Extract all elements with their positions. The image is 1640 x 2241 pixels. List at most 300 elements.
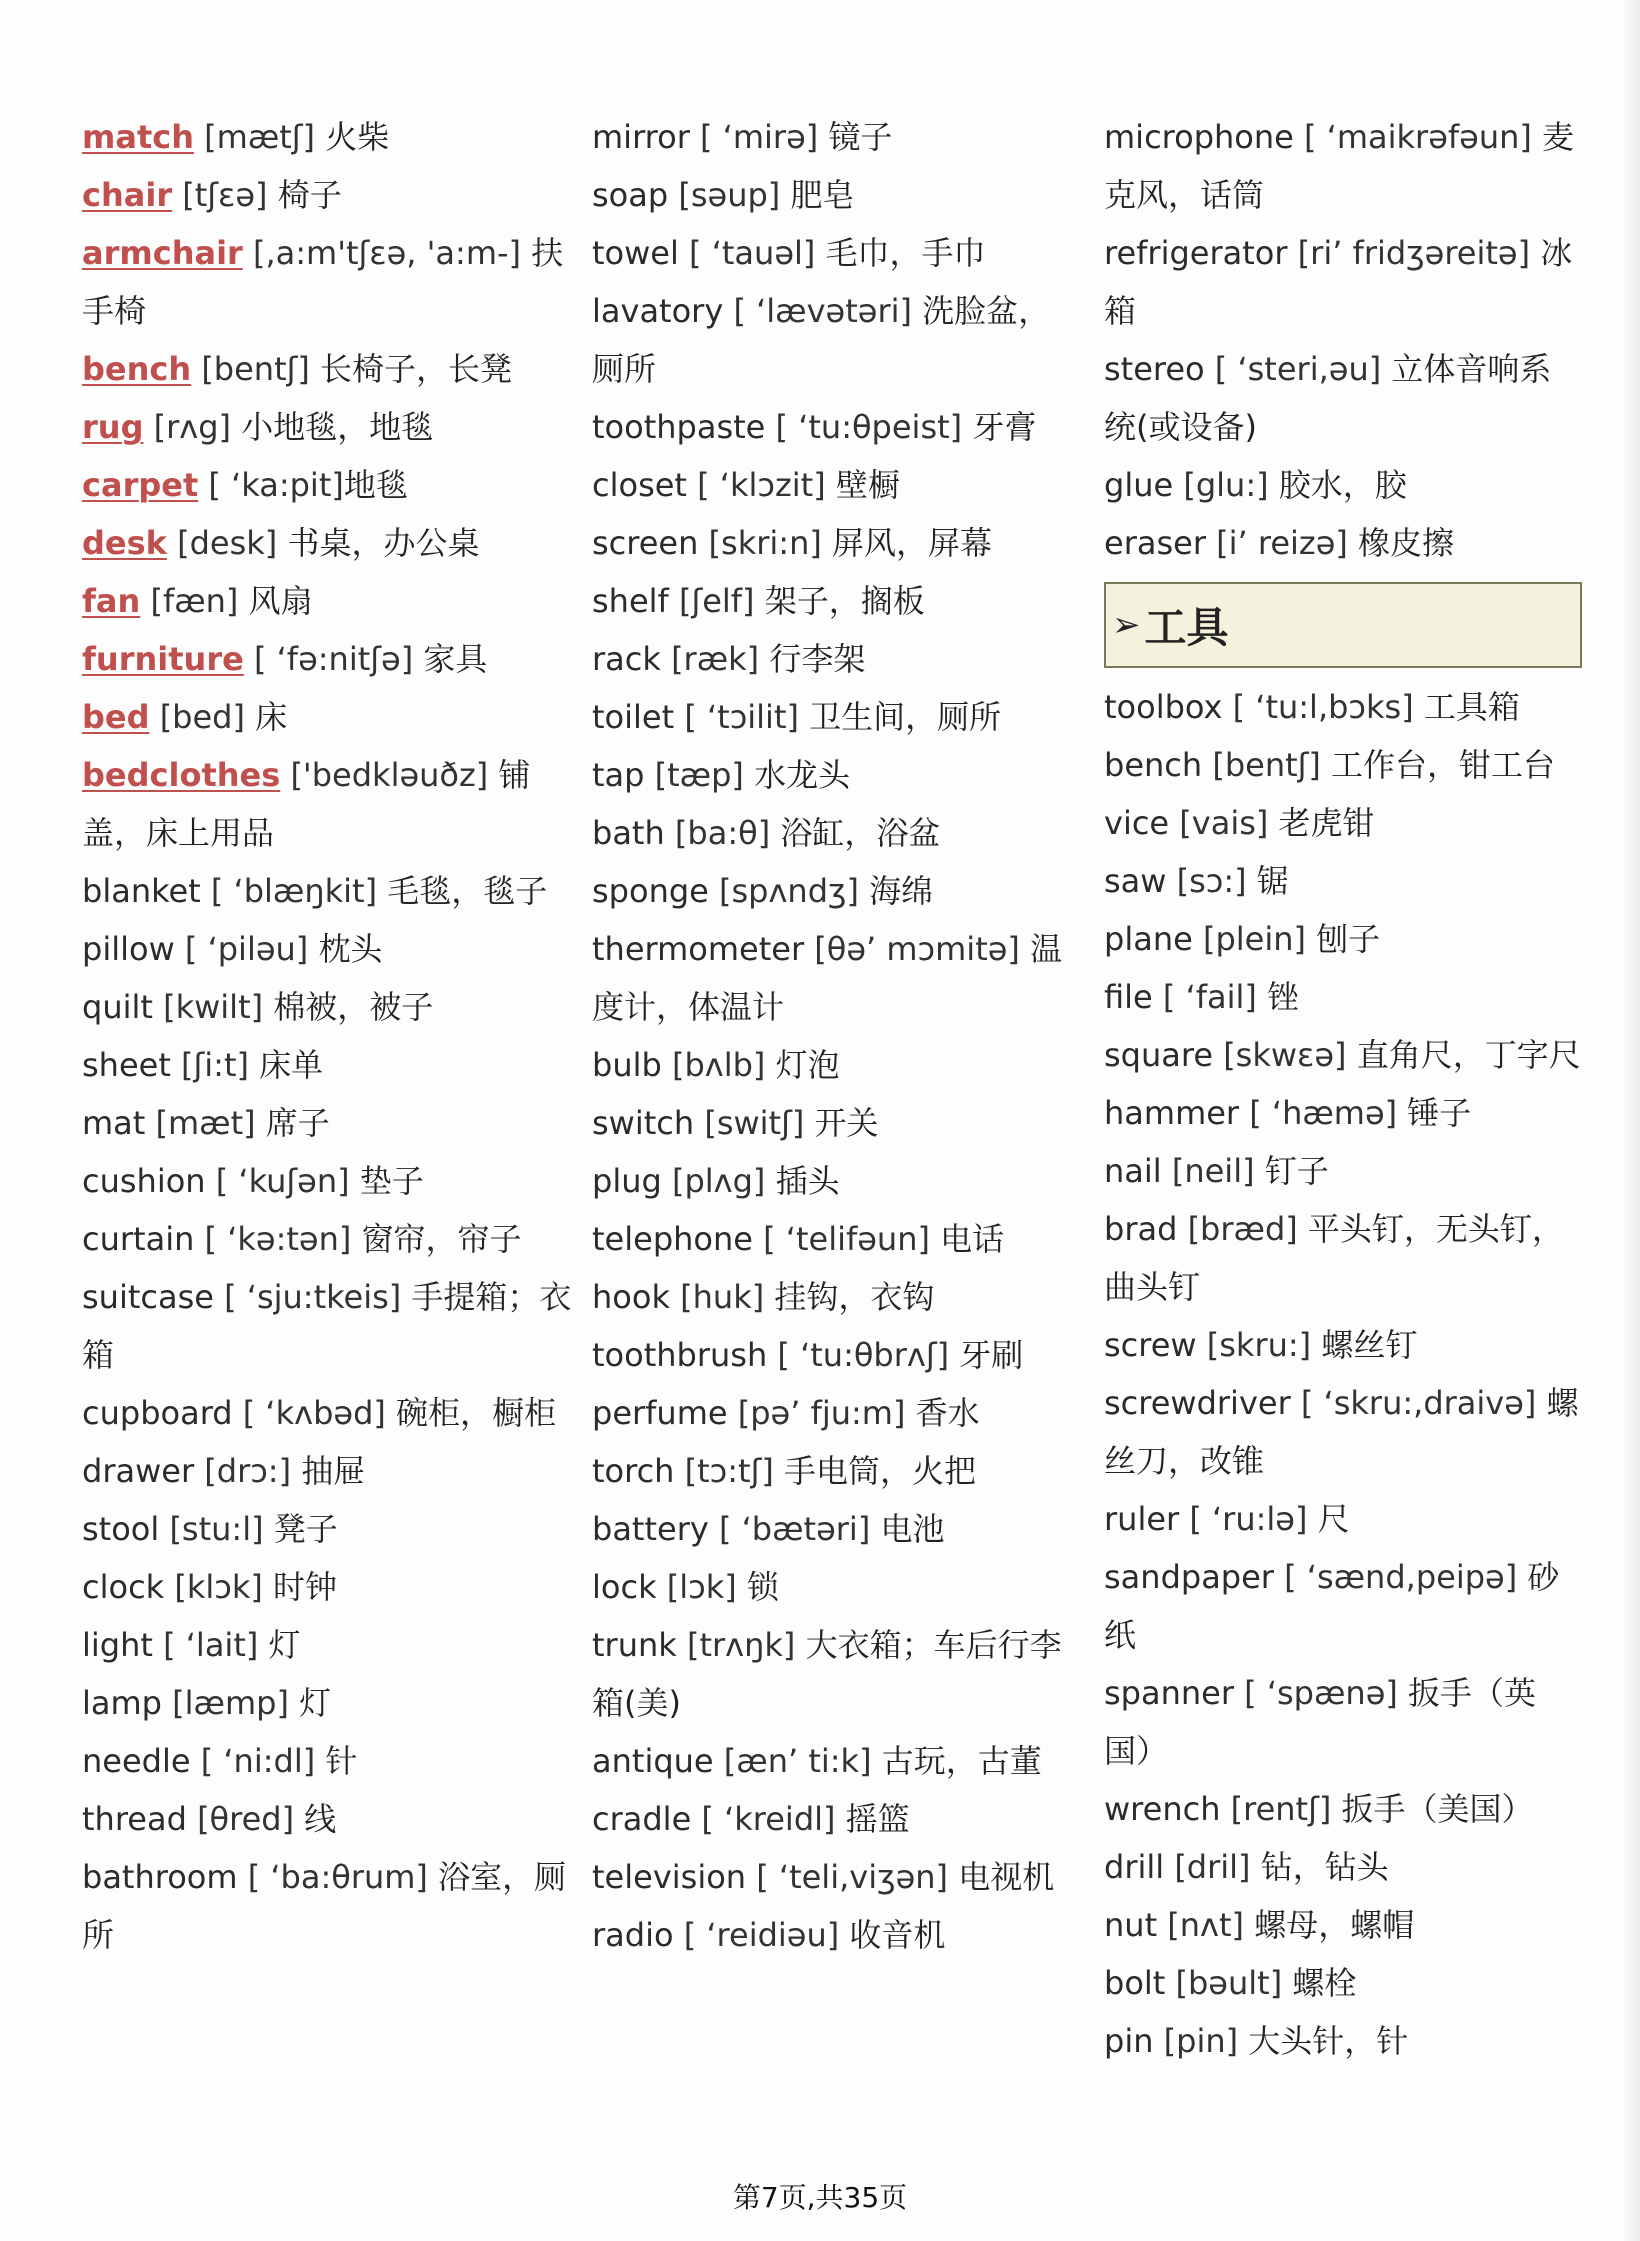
- vocab-entry: [1104, 1780, 1582, 1838]
- vocab-entry: [1104, 224, 1582, 340]
- entry-word: blanket: [82, 872, 201, 910]
- entry-meaning: 碗柜，橱柜: [396, 1394, 557, 1432]
- entry-meaning: 插头: [775, 1162, 840, 1200]
- entry-phonetic: [bed]: [149, 698, 256, 736]
- entry-meaning: 电视机: [958, 1858, 1055, 1896]
- vocab-entry: [82, 1616, 572, 1674]
- vocab-entry: [592, 1384, 1082, 1442]
- entry-meaning: 镜子: [828, 118, 893, 156]
- entry-phonetic: [bentʃ]: [191, 350, 321, 388]
- entry-word: chair: [82, 176, 173, 214]
- vocab-entry: [1104, 108, 1582, 224]
- entry-phonetic: [sɔ:]: [1166, 862, 1257, 900]
- entry-word: spanner: [1104, 1674, 1234, 1712]
- entry-phonetic: [θə’ mɔmitə]: [804, 930, 1031, 968]
- entry-word: television: [592, 1858, 747, 1896]
- entry-phonetic: [rʌg]: [143, 408, 242, 446]
- entry-phonetic: [skru:]: [1196, 1326, 1322, 1364]
- entry-meaning: 床: [255, 698, 288, 736]
- entry-word: lock: [592, 1568, 657, 1606]
- vocab-entry: [1104, 736, 1582, 794]
- vocab-entry: [1104, 456, 1582, 514]
- entry-word: perfume: [592, 1394, 728, 1432]
- entry-word: plane: [1104, 920, 1193, 958]
- arrow-icon: ➢: [1112, 605, 1141, 645]
- vocab-entry: [82, 978, 572, 1036]
- entry-phonetic: [ ‘kreidl]: [691, 1800, 846, 1838]
- entry-meaning: 浴室，厕所: [82, 1858, 567, 1954]
- entry-meaning: 收音机: [849, 1916, 946, 1954]
- entry-meaning: 屏风，屏幕: [832, 524, 993, 562]
- vocab-entry: [592, 224, 1082, 282]
- entry-phonetic: [,a:m'tʃɛə, 'a:m-]: [242, 234, 532, 272]
- entry-phonetic: [ ‘fə:nitʃə]: [243, 640, 424, 678]
- vocab-entry: [1104, 910, 1582, 968]
- entry-phonetic: [ ‘tɔilit]: [674, 698, 810, 736]
- entry-word: toolbox: [1104, 688, 1223, 726]
- section-header-tools: [1104, 582, 1582, 668]
- entry-phonetic: [ ‘kə:tən]: [194, 1220, 362, 1258]
- entry-word: cushion: [82, 1162, 206, 1200]
- entry-meaning: 大衣箱；车后行李箱(美): [592, 1626, 1062, 1722]
- entry-phonetic: [tɔ:tʃ]: [674, 1452, 784, 1490]
- entry-meaning: 刨子: [1316, 920, 1381, 958]
- vocab-entry: [82, 746, 572, 862]
- entry-word: desk: [82, 524, 167, 562]
- vocab-entry: [592, 514, 1082, 572]
- vocab-entry: [1104, 1954, 1582, 2012]
- entry-word: telephone: [592, 1220, 753, 1258]
- entry-meaning: 毛巾，手巾: [825, 234, 986, 272]
- entry-phonetic: [ ‘ba:θrum]: [237, 1858, 439, 1896]
- entry-meaning: 砂纸: [1104, 1558, 1560, 1654]
- entry-word: match: [82, 118, 194, 156]
- entry-meaning: 老虎钳: [1278, 804, 1375, 842]
- vocab-entry: [1104, 794, 1582, 852]
- entry-phonetic: [mætʃ]: [193, 118, 326, 156]
- entry-word: furniture: [82, 640, 244, 678]
- entry-word: fan: [82, 582, 141, 620]
- vocab-entry: [82, 340, 572, 398]
- vocab-entry: [592, 1558, 1082, 1616]
- entry-meaning: 卫生间，厕所: [809, 698, 1002, 736]
- vocab-entry: [82, 1036, 572, 1094]
- entry-word: bench: [1104, 746, 1203, 784]
- entry-meaning: 席子: [265, 1104, 330, 1142]
- entry-meaning: 尺: [1317, 1500, 1350, 1538]
- vocab-entry: [82, 398, 572, 456]
- vocab-entry: [1104, 1316, 1582, 1374]
- entry-word: hammer: [1104, 1094, 1240, 1132]
- entry-meaning: 牙刷: [959, 1336, 1024, 1374]
- entry-meaning: 小地毯，地毯: [241, 408, 434, 446]
- vocab-entry: [592, 1732, 1082, 1790]
- vocab-entry: [592, 1442, 1082, 1500]
- entry-word: soap: [592, 176, 669, 214]
- entry-word: microphone: [1104, 118, 1294, 156]
- entry-phonetic: [dril]: [1164, 1848, 1261, 1886]
- vocab-entry: [82, 166, 572, 224]
- entry-phonetic: [ ‘piləu]: [174, 930, 319, 968]
- entry-word: wrench: [1104, 1790, 1221, 1828]
- entry-word: toothbrush: [592, 1336, 768, 1374]
- entry-phonetic: [ ‘reidiəu]: [673, 1916, 850, 1954]
- entry-phonetic: [rentʃ]: [1220, 1790, 1342, 1828]
- vocab-entry: [1104, 1896, 1582, 1954]
- entry-meaning: 立体音响系统(或设备): [1104, 350, 1552, 446]
- entry-phonetic: [ʃi:t]: [170, 1046, 260, 1084]
- entry-word: nut: [1104, 1906, 1158, 1944]
- entry-word: lamp: [82, 1684, 162, 1722]
- entry-meaning: 书桌，办公桌: [287, 524, 480, 562]
- column-3-entries-after: [1104, 678, 1582, 2070]
- vocab-entry: [592, 746, 1082, 804]
- entry-phonetic: [ ‘mirə]: [689, 118, 829, 156]
- entry-word: armchair: [82, 234, 243, 272]
- entry-phonetic: [mæt]: [145, 1104, 266, 1142]
- entry-phonetic: [ ‘kʌbəd]: [232, 1394, 397, 1432]
- entry-word: toilet: [592, 698, 675, 736]
- vocab-entry: [592, 1848, 1082, 1906]
- entry-word: stool: [82, 1510, 160, 1548]
- entry-word: pin: [1104, 2022, 1154, 2060]
- entry-phonetic: [ʃelf]: [668, 582, 765, 620]
- entry-phonetic: [ba:θ]: [664, 814, 781, 852]
- vocab-entry: [82, 224, 572, 340]
- entry-phonetic: [tæp]: [644, 756, 755, 794]
- entry-phonetic: [drɔ:]: [194, 1452, 302, 1490]
- entry-word: cupboard: [82, 1394, 233, 1432]
- entry-meaning: 椅子: [277, 176, 342, 214]
- vocab-entry: [82, 514, 572, 572]
- vocab-entry: [592, 1790, 1082, 1848]
- entry-phonetic: [ ‘fail]: [1152, 978, 1268, 1016]
- entry-meaning: 枕头: [318, 930, 383, 968]
- entry-phonetic: [ ‘lævətəri]: [723, 292, 923, 330]
- vocab-entry: [82, 630, 572, 688]
- entry-word: quilt: [82, 988, 153, 1026]
- entry-meaning: 窗帘，帘子: [361, 1220, 522, 1258]
- vocab-entry: [1104, 1490, 1582, 1548]
- entry-word: bedclothes: [82, 756, 281, 794]
- entry-phonetic: [desk]: [166, 524, 288, 562]
- vocab-entry: [82, 1558, 572, 1616]
- entry-phonetic: [kwilt]: [152, 988, 274, 1026]
- entry-phonetic: [i’ reizə]: [1205, 524, 1359, 562]
- entry-word: glue: [1104, 466, 1174, 504]
- vocab-entry: [1104, 968, 1582, 1026]
- entry-meaning: 扳手（美国）: [1341, 1790, 1534, 1828]
- entry-word: screwdriver: [1104, 1384, 1291, 1422]
- entry-meaning: 胶水，胶: [1278, 466, 1407, 504]
- entry-phonetic: [ræk]: [660, 640, 770, 678]
- entry-phonetic: [trʌŋk]: [676, 1626, 806, 1664]
- entry-meaning: 铺盖，床上用品: [82, 756, 531, 852]
- entry-phonetic: [ ‘tu:θpeist]: [765, 408, 973, 446]
- entry-meaning: 海绵: [869, 872, 934, 910]
- entry-meaning: 电话: [940, 1220, 1005, 1258]
- entry-phonetic: [ ‘telifəun]: [752, 1220, 941, 1258]
- vocab-entry: [592, 1500, 1082, 1558]
- entry-phonetic: [vais]: [1169, 804, 1279, 842]
- entry-word: pillow: [82, 930, 175, 968]
- entry-phonetic: [ ‘kuʃən]: [205, 1162, 360, 1200]
- vocab-entry: [82, 1152, 572, 1210]
- entry-phonetic: [fæn]: [140, 582, 249, 620]
- entry-word: square: [1104, 1036, 1214, 1074]
- vocab-entry: [592, 108, 1082, 166]
- column-1: [82, 108, 572, 1964]
- entry-phonetic: [ ‘hæmə]: [1239, 1094, 1408, 1132]
- entry-word: sandpaper: [1104, 1558, 1274, 1596]
- vocab-entry: [82, 456, 572, 514]
- entry-word: screen: [592, 524, 699, 562]
- entry-phonetic: [ ‘lait]: [152, 1626, 269, 1664]
- vocab-entry: [592, 862, 1082, 920]
- entry-word: screw: [1104, 1326, 1197, 1364]
- entry-phonetic: [nʌt]: [1157, 1906, 1255, 1944]
- entry-word: bathroom: [82, 1858, 238, 1896]
- entry-word: thermometer: [592, 930, 805, 968]
- entry-phonetic: [klɔk]: [164, 1568, 274, 1606]
- vocab-entry: [82, 1094, 572, 1152]
- entry-word: saw: [1104, 862, 1167, 900]
- entry-meaning: 水龙头: [754, 756, 851, 794]
- entry-phonetic: [θred]: [186, 1800, 305, 1838]
- entry-phonetic: [skwɛə]: [1213, 1036, 1357, 1074]
- entry-phonetic: [pə’ fju:m]: [727, 1394, 916, 1432]
- vocab-entry: [82, 862, 572, 920]
- entry-phonetic: [bʌlb]: [661, 1046, 776, 1084]
- entry-phonetic: [neil]: [1161, 1152, 1265, 1190]
- vocab-entry: [82, 1732, 572, 1790]
- column-3: [1104, 108, 1582, 2070]
- entry-word: lavatory: [592, 292, 724, 330]
- page-edge-shadow: [1622, 0, 1640, 2241]
- vocab-entry: [592, 1036, 1082, 1094]
- entry-word: mat: [82, 1104, 146, 1142]
- entry-meaning: 壁橱: [835, 466, 900, 504]
- entry-meaning: 香水: [915, 1394, 980, 1432]
- entry-phonetic: [ ‘teli,viʒən]: [746, 1858, 959, 1896]
- entry-meaning: 架子，搁板: [764, 582, 925, 620]
- entry-word: battery: [592, 1510, 709, 1548]
- entry-phonetic: [stu:l]: [159, 1510, 274, 1548]
- entry-meaning: 开关: [814, 1104, 879, 1142]
- entry-word: tap: [592, 756, 645, 794]
- entry-meaning: 行李架: [769, 640, 866, 678]
- vocab-entry: [592, 1616, 1082, 1732]
- vocab-entry: [1104, 852, 1582, 910]
- page-footer: 第7页,共35页: [732, 2181, 908, 2214]
- entry-word: toothpaste: [592, 408, 766, 446]
- entry-meaning: 挂钩，衣钩: [774, 1278, 935, 1316]
- entry-word: antique: [592, 1742, 714, 1780]
- entry-meaning: 电池: [880, 1510, 945, 1548]
- vocab-entry: [82, 688, 572, 746]
- entry-word: rug: [82, 408, 144, 446]
- entry-word: clock: [82, 1568, 165, 1606]
- vocab-entry: [1104, 1200, 1582, 1316]
- entry-word: cradle: [592, 1800, 692, 1838]
- entry-word: rack: [592, 640, 661, 678]
- entry-meaning: 手电筒，火把: [783, 1452, 976, 1490]
- vocab-entry: [1104, 514, 1582, 572]
- entry-word: ruler: [1104, 1500, 1180, 1538]
- entry-phonetic: [ ‘ka:pit]: [198, 466, 344, 504]
- vocab-entry: [1104, 2012, 1582, 2070]
- entry-phonetic: [spʌndʒ]: [708, 872, 870, 910]
- entry-phonetic: [ri’ fridʒəreitə]: [1287, 234, 1541, 272]
- entry-word: sheet: [82, 1046, 171, 1084]
- vocab-entry: [1104, 1026, 1582, 1084]
- entry-phonetic: [ ‘tu:θbrʌʃ]: [767, 1336, 960, 1374]
- vocab-entry: [82, 1442, 572, 1500]
- entry-word: suitcase: [82, 1278, 214, 1316]
- entry-phonetic: [tʃɛə]: [172, 176, 278, 214]
- entry-word: mirror: [592, 118, 690, 156]
- vocab-entry: [82, 108, 572, 166]
- entry-meaning: 灯: [268, 1626, 301, 1664]
- column-3-entries-before: [1104, 108, 1582, 572]
- vocab-entry: [592, 282, 1082, 398]
- vocab-entry: [82, 1210, 572, 1268]
- vocab-entry: [592, 166, 1082, 224]
- entry-meaning: 扳手（英国）: [1104, 1674, 1537, 1770]
- entry-meaning: 灯: [299, 1684, 332, 1722]
- entry-meaning: 锯: [1256, 862, 1289, 900]
- entry-meaning: 冰箱: [1104, 234, 1573, 330]
- entry-meaning: 工具箱: [1423, 688, 1520, 726]
- entry-meaning: 螺丝刀，改锥: [1104, 1384, 1579, 1480]
- entry-word: curtain: [82, 1220, 195, 1258]
- entry-word: thread: [82, 1800, 187, 1838]
- entry-meaning: 锉: [1267, 978, 1300, 1016]
- entry-phonetic: [æn’ ti:k]: [713, 1742, 882, 1780]
- entry-word: switch: [592, 1104, 695, 1142]
- entry-meaning: 风扇: [248, 582, 313, 620]
- entry-word: shelf: [592, 582, 669, 620]
- vocab-entry: [592, 398, 1082, 456]
- section-title: 工具: [1144, 603, 1229, 652]
- entry-meaning: 钻，钻头: [1260, 1848, 1389, 1886]
- vocab-entry: [1104, 678, 1582, 736]
- entry-word: towel: [592, 234, 679, 272]
- vocab-entry: [592, 688, 1082, 746]
- entry-word: trunk: [592, 1626, 677, 1664]
- vocab-entry: [592, 1152, 1082, 1210]
- entry-phonetic: [switʃ]: [694, 1104, 815, 1142]
- entry-phonetic: [ ‘steri,əu]: [1204, 350, 1392, 388]
- entry-phonetic: [plein]: [1192, 920, 1317, 958]
- entry-meaning: 肥皂: [790, 176, 855, 214]
- entry-word: hook: [592, 1278, 670, 1316]
- vocab-entry: [592, 1906, 1082, 1964]
- vocab-entry: [82, 1268, 572, 1384]
- vocab-entry: [592, 1326, 1082, 1384]
- entry-phonetic: [ ‘bætəri]: [708, 1510, 881, 1548]
- vocab-entry: [592, 630, 1082, 688]
- entry-word: brad: [1104, 1210, 1178, 1248]
- entry-word: drill: [1104, 1848, 1165, 1886]
- entry-meaning: 火柴: [325, 118, 390, 156]
- entry-phonetic: [ ‘skru:,draivə]: [1290, 1384, 1547, 1422]
- entry-phonetic: [ ‘klɔzit]: [686, 466, 836, 504]
- entry-meaning: 摇篮: [845, 1800, 910, 1838]
- entry-meaning: 凳子: [273, 1510, 338, 1548]
- vocab-entry: [592, 1268, 1082, 1326]
- entry-phonetic: [bəult]: [1165, 1964, 1293, 2002]
- entry-phonetic: [skri:n]: [698, 524, 832, 562]
- entry-word: bath: [592, 814, 665, 852]
- entry-meaning: 锁: [746, 1568, 779, 1606]
- entry-phonetic: [læmp]: [161, 1684, 300, 1722]
- entry-phonetic: [lɔk]: [656, 1568, 747, 1606]
- entry-word: nail: [1104, 1152, 1162, 1190]
- entry-word: stereo: [1104, 350, 1205, 388]
- vocab-entry: [82, 1848, 572, 1964]
- entry-phonetic: [huk]: [669, 1278, 775, 1316]
- entry-word: sponge: [592, 872, 709, 910]
- entry-meaning: 麦克风，话筒: [1104, 118, 1575, 214]
- entry-meaning: 洗脸盆，厕所: [592, 292, 1051, 388]
- entry-phonetic: [ ‘maikrəfəun]: [1293, 118, 1543, 156]
- entry-phonetic: [ ‘ni:dl]: [190, 1742, 326, 1780]
- vocab-entry: [592, 572, 1082, 630]
- entry-meaning: 牙膏: [972, 408, 1037, 446]
- entry-meaning: 工作台，钳工台: [1331, 746, 1556, 784]
- column-2: [592, 108, 1082, 1964]
- entry-phonetic: [ ‘sænd,peipə]: [1273, 1558, 1528, 1596]
- entry-word: vice: [1104, 804, 1170, 842]
- entry-phonetic: [ ‘tauəl]: [678, 234, 826, 272]
- entry-word: needle: [82, 1742, 191, 1780]
- entry-word: torch: [592, 1452, 675, 1490]
- entry-word: eraser: [1104, 524, 1206, 562]
- entry-word: closet: [592, 466, 687, 504]
- vocab-entry: [1104, 1838, 1582, 1896]
- entry-word: light: [82, 1626, 153, 1664]
- vocab-entry: [82, 1384, 572, 1442]
- vocab-entry: [82, 920, 572, 978]
- entry-meaning: 直角尺，丁字尺: [1356, 1036, 1581, 1074]
- entry-meaning: 温度计，体温计: [592, 930, 1063, 1026]
- vocab-entry: [82, 572, 572, 630]
- entry-meaning: 钉子: [1264, 1152, 1329, 1190]
- vocab-entry: [1104, 1664, 1582, 1780]
- vocab-entry: [1104, 1142, 1582, 1200]
- entry-phonetic: [pin]: [1153, 2022, 1249, 2060]
- entry-meaning: 灯泡: [775, 1046, 840, 1084]
- entry-phonetic: [glu:]: [1173, 466, 1279, 504]
- entry-phonetic: [səup]: [668, 176, 791, 214]
- entry-meaning: 手提箱；衣箱: [82, 1278, 572, 1374]
- vocab-entry: [82, 1674, 572, 1732]
- entry-meaning: 螺丝钉: [1321, 1326, 1418, 1364]
- entry-phonetic: [plʌg]: [661, 1162, 776, 1200]
- entry-phonetic: [ ‘tu:l,bɔks]: [1222, 688, 1424, 726]
- entry-meaning: 浴缸，浴盆: [780, 814, 941, 852]
- entry-meaning: 古玩，古董: [881, 1742, 1042, 1780]
- entry-meaning: 地毯: [343, 466, 408, 504]
- entry-meaning: 线: [304, 1800, 337, 1838]
- entry-meaning: 平头钉，无头钉，曲头钉: [1104, 1210, 1564, 1306]
- entry-phonetic: [ ‘sju:tkeis]: [213, 1278, 412, 1316]
- entry-meaning: 扶手椅: [82, 234, 564, 330]
- vocab-entry: [592, 1210, 1082, 1268]
- entry-meaning: 时钟: [273, 1568, 338, 1606]
- entry-meaning: 螺母，螺帽: [1254, 1906, 1415, 1944]
